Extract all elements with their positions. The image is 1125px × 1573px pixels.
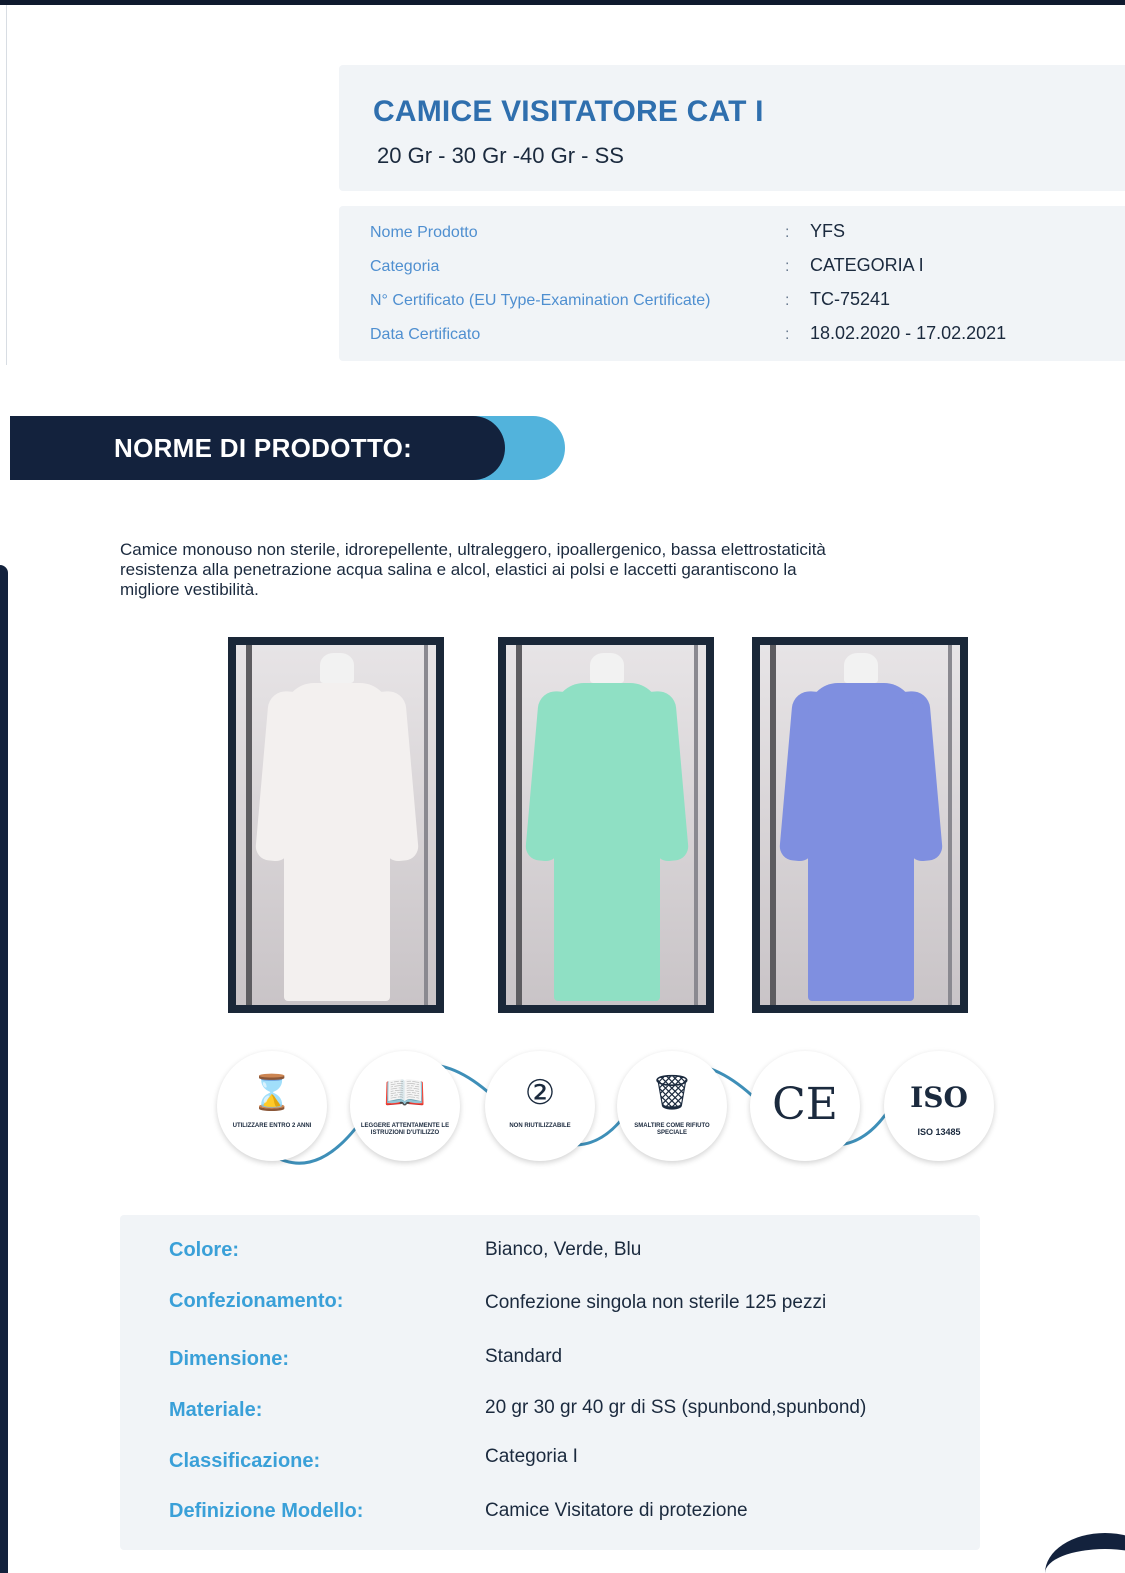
spec-value-confezionamento: Confezione singola non sterile 125 pezzi	[485, 1292, 827, 1313]
gown-belt	[554, 807, 660, 815]
waste-symbol	[617, 1051, 727, 1161]
info-label: Categoria	[370, 258, 440, 275]
rack-pole	[948, 645, 952, 1005]
photo-inner	[760, 645, 960, 1005]
ce-symbol	[750, 1051, 860, 1161]
photo-blue-gown	[752, 637, 968, 1013]
info-row-categoria	[339, 252, 1125, 282]
info-value: CATEGORIA I	[810, 255, 924, 275]
gown-body	[808, 683, 914, 1001]
symbols-row	[212, 1045, 1002, 1165]
info-separator: :	[785, 224, 790, 241]
spec-value-dimensione: Standard	[485, 1346, 563, 1367]
photo-white-gown	[228, 637, 444, 1013]
spec-value-materiale: 20 gr 30 gr 40 gr di SS (spunbond,spunbond)	[485, 1397, 867, 1418]
spec-label-classificazione: Classificazione:	[169, 1450, 321, 1472]
mannequin-neck	[320, 653, 354, 683]
rack-pole	[516, 645, 522, 1005]
symbol-caption: SMALTIRE COME RIFIUTO SPECIALE	[634, 1123, 710, 1136]
info-row-data-certificato	[339, 320, 1125, 350]
gown-illustration	[528, 677, 686, 1001]
photo-inner	[236, 645, 436, 1005]
title-panel	[339, 65, 1125, 191]
gown-belt	[284, 807, 390, 815]
section-banner	[10, 416, 565, 480]
section-heading: NORME DI PRODOTTO:	[114, 433, 413, 463]
left-edge-decoration	[0, 565, 8, 1573]
iso-logo-icon: ISO	[910, 1081, 968, 1114]
info-row-certificato	[339, 286, 1125, 316]
photo-inner	[506, 645, 706, 1005]
spec-value-classificazione: Categoria I	[485, 1446, 578, 1467]
hourglass-icon: ⌛	[250, 1074, 294, 1112]
info-separator: :	[785, 258, 790, 275]
ce-mark-icon: CE	[772, 1079, 838, 1130]
rack-pole	[424, 645, 428, 1005]
spec-label-colore: Colore:	[169, 1239, 239, 1261]
symbol-caption: LEGGERE ATTENTAMENTE LE ISTRUZIONI D'UTILIZZO	[360, 1123, 450, 1136]
info-value: YFS	[810, 221, 846, 241]
gown-body	[554, 683, 660, 1001]
info-label: N° Certificato (EU Type-Examination Certificate)	[370, 292, 711, 309]
product-title: CAMICE VISITATORE CAT I	[373, 95, 764, 128]
spec-label-materiale: Materiale:	[169, 1399, 263, 1421]
symbol-caption: UTILIZZARE ENTRO 2 ANNI	[232, 1123, 312, 1129]
mannequin-neck	[590, 653, 624, 683]
waste-bin-icon: 🗑	[650, 1074, 694, 1112]
top-border-line	[0, 0, 1125, 5]
info-value: TC-75241	[810, 289, 891, 309]
photo-green-gown	[498, 637, 714, 1013]
rack-pole	[694, 645, 698, 1005]
do-not-reuse-icon: ②	[524, 1074, 556, 1112]
info-separator: :	[785, 326, 790, 343]
spec-value-definizione-modello: Camice Visitatore di protezione	[485, 1500, 748, 1521]
spec-value-colore: Bianco, Verde, Blu	[485, 1239, 642, 1260]
gown-belt	[808, 807, 914, 815]
gown-body	[284, 683, 390, 1001]
instructions-book-icon: 📖	[383, 1074, 427, 1112]
no-reuse-symbol	[485, 1051, 595, 1161]
instructions-symbol	[350, 1051, 460, 1161]
rack-pole	[246, 645, 252, 1005]
product-info-panel	[339, 206, 1125, 361]
specs-panel	[120, 1215, 980, 1550]
symbol-caption: NON RIUTILIZZABILE	[509, 1123, 571, 1129]
rack-pole	[770, 645, 776, 1005]
left-margin-line	[6, 5, 7, 365]
mannequin-neck	[844, 653, 878, 683]
info-row-nome-prodotto	[339, 218, 1125, 248]
info-separator: :	[785, 292, 790, 309]
info-label: Data Certificato	[370, 326, 481, 343]
spec-label-dimensione: Dimensione:	[169, 1348, 290, 1370]
spec-label-confezionamento: Confezionamento:	[169, 1290, 344, 1312]
symbol-caption: ISO 13485	[917, 1127, 961, 1137]
info-label: Nome Prodotto	[370, 224, 478, 241]
spec-label-definizione-modello: Definizione Modello:	[169, 1500, 364, 1522]
gown-illustration	[782, 677, 940, 1001]
product-subtitle: 20 Gr - 30 Gr -40 Gr - SS	[377, 143, 624, 168]
product-description: Camice monouso non sterile, idrorepellente, ultraleggero, ipoallergenico, bassa elettrostaticità resistenza alla penetrazione acqua salina e alcol, elastici ai polsi e laccetti garantiscono la migliore vestibilità.	[120, 540, 826, 599]
corner-swoosh-decoration	[1045, 1533, 1125, 1573]
iso-symbol	[884, 1051, 994, 1161]
hourglass-symbol	[217, 1051, 327, 1161]
info-value: 18.02.2020 - 17.02.2021	[810, 323, 1007, 343]
gown-illustration	[258, 677, 416, 1001]
